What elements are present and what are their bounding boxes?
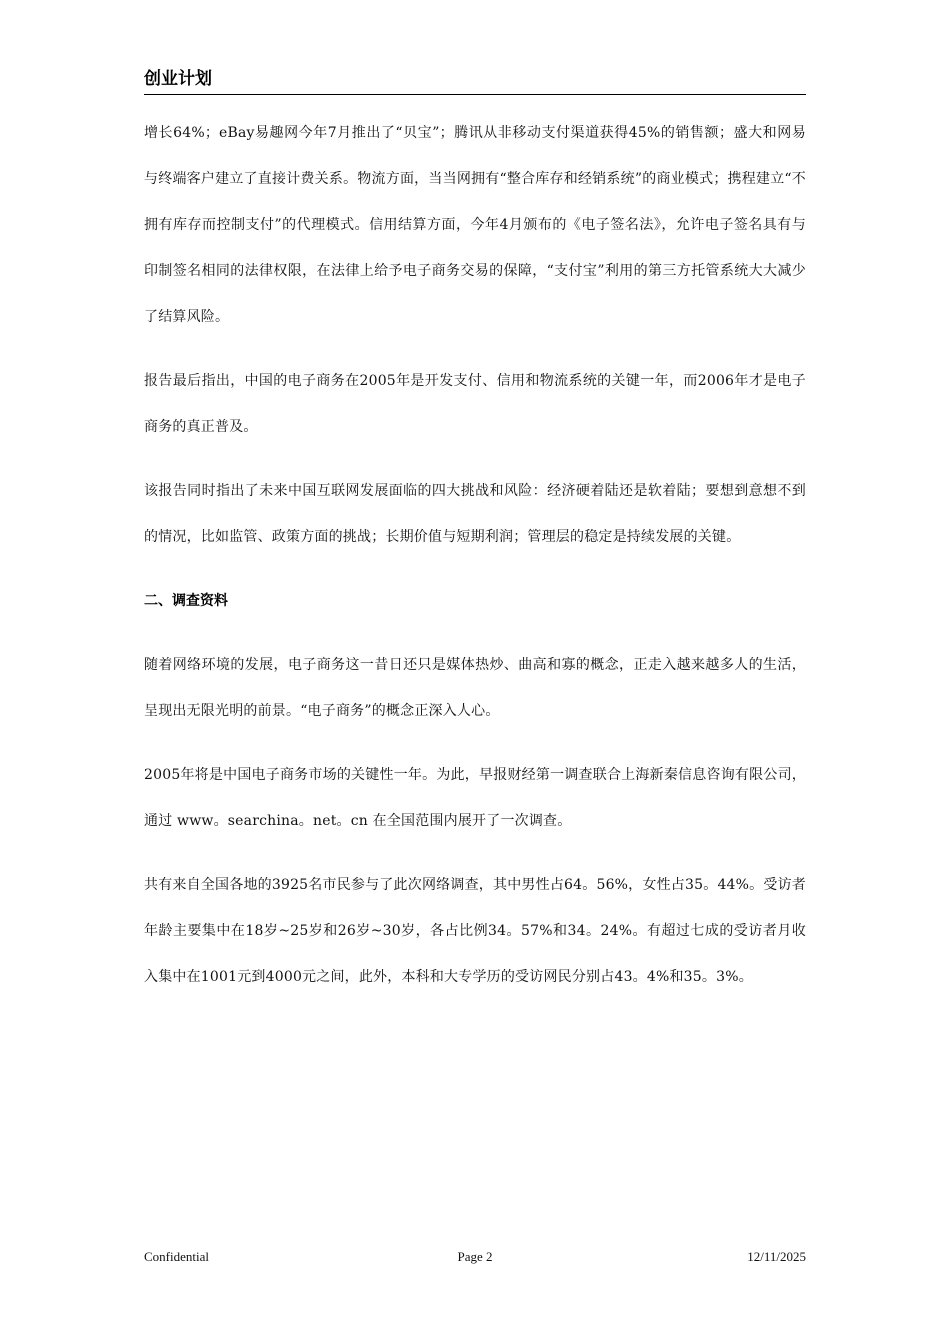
footer-page-number: Page 2 (457, 1249, 493, 1264)
footer-date: 12/11/2025 (747, 1249, 806, 1264)
paragraph-payment-logistics: 增长64%；eBay易趣网今年7月推出了“贝宝”；腾讯从非移动支付渠道获得45%的销售额；盛大和网易与终端客户建立了直接计费关系。物流方面，当当网拥有“整合库存和经销系统”的商业模式；携程建立“不拥有库存而控制支付”的代理模式。信用结算方面，今年4月颁布的《电子签名法》，允许电子签名具有与印制签名相同的法律权限，在法律上给予电子商务交易的保障，“支付宝”利用的第三方托管系统大大减少了结算风险。 (144, 125, 806, 325)
document-title: 创业计划 (144, 69, 212, 89)
paragraph-survey-intro: 2005年将是中国电子商务市场的关键性一年。为此，早报财经第一调查联合上海新秦信息咨询有限公司，通过 www。searchina。net。cn 在全国范围内展开了一次调查。 (144, 767, 806, 829)
section-heading-survey: 二、调查资料 (144, 593, 228, 609)
page-footer (144, 1248, 806, 1266)
document-body (144, 110, 806, 1000)
paragraph-challenges: 该报告同时指出了未来中国互联网发展面临的四大挑战和风险：经济硬着陆还是软着陆；要想到意想不到的情况，比如监管、政策方面的挑战；长期价值与短期利润；管理层的稳定是持续发展的关键。 (144, 483, 806, 545)
paragraph-report-conclusion: 报告最后指出，中国的电子商务在2005年是开发支付、信用和物流系统的关键一年，而2006年才是电子商务的真正普及。 (144, 373, 806, 435)
footer-confidential: Confidential (144, 1249, 209, 1264)
page-header (144, 68, 806, 95)
paragraph-ecommerce-development: 随着网络环境的发展，电子商务这一昔日还只是媒体热炒、曲高和寡的概念，正走入越来越多人的生活，呈现出无限光明的前景。“电子商务”的概念正深入人心。 (144, 657, 806, 719)
paragraph-survey-demographics: 共有来自全国各地的3925名市民参与了此次网络调查，其中男性占64。56%，女性占35。44%。受访者年龄主要集中在18岁~25岁和26岁~30岁，各占比例34。57%和34。24%。有超过七成的受访者月收入集中在1001元到4000元之间，此外，本科和大专学历的受访网民分别占43。4%和35。3%。 (144, 877, 806, 985)
